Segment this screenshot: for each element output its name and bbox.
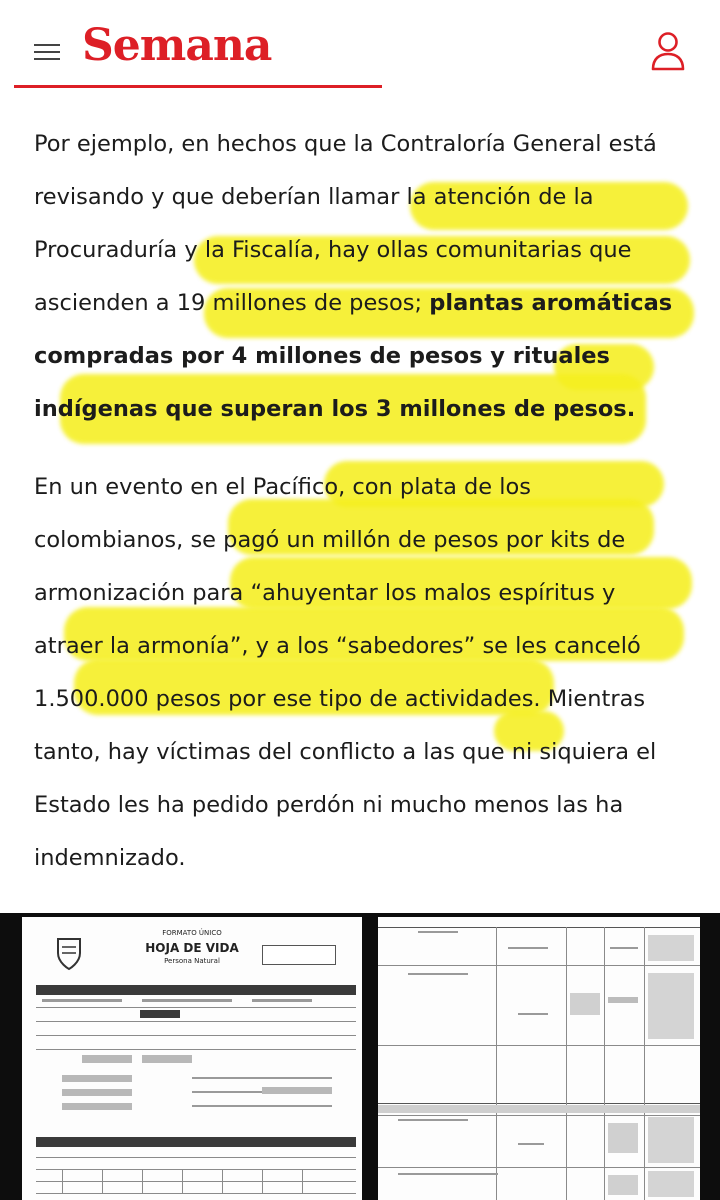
user-account-icon[interactable]: [650, 30, 686, 72]
attached-documents: [0, 913, 720, 1200]
article-paragraph-1: [34, 118, 684, 436]
paragraph-1-bold-text: plantas aromáticas compradas por 4 millones de pesos y rituales indígenas que superan los 3 millones de pesos.: [34, 290, 673, 422]
paragraph-2-text: En un evento en el Pacífico, con plata de los colombianos, se pagó un millón de pesos por kits de armonización para “ahuyentar los malos espíritus y atraer la armonía”, y a los “sabedores” se les canceló 1.500.000 pesos por ese tipo de actividades. Mientras tanto, hay víctimas del conflicto a las que ni siquiera el Estado les ha pedido perdón ni mucho menos las ha indemnizado.: [34, 474, 657, 871]
expense-table-document-image[interactable]: [378, 917, 700, 1200]
paragraph-1-text: Por ejemplo, en hechos que la Contraloría General está revisando y que deberían llamar la atención de la Procuraduría y la Fiscalía, hay ollas comunitarias que ascienden a 19 millones de pesos;: [34, 131, 657, 316]
form-heading-sub: Persona Natural: [164, 957, 220, 965]
hoja-de-vida-document-image[interactable]: [22, 917, 362, 1200]
form-heading-small: FORMATO ÚNICO: [162, 929, 222, 937]
brand-underline: [14, 85, 382, 88]
article-paragraph-2: [34, 461, 684, 885]
brand-logo[interactable]: Semana: [82, 20, 272, 71]
form-heading-big: HOJA DE VIDA: [145, 941, 239, 955]
coat-of-arms-icon: [54, 933, 84, 973]
site-header: [0, 0, 720, 88]
article-body: [34, 118, 684, 885]
hamburger-menu-icon[interactable]: [34, 42, 62, 64]
